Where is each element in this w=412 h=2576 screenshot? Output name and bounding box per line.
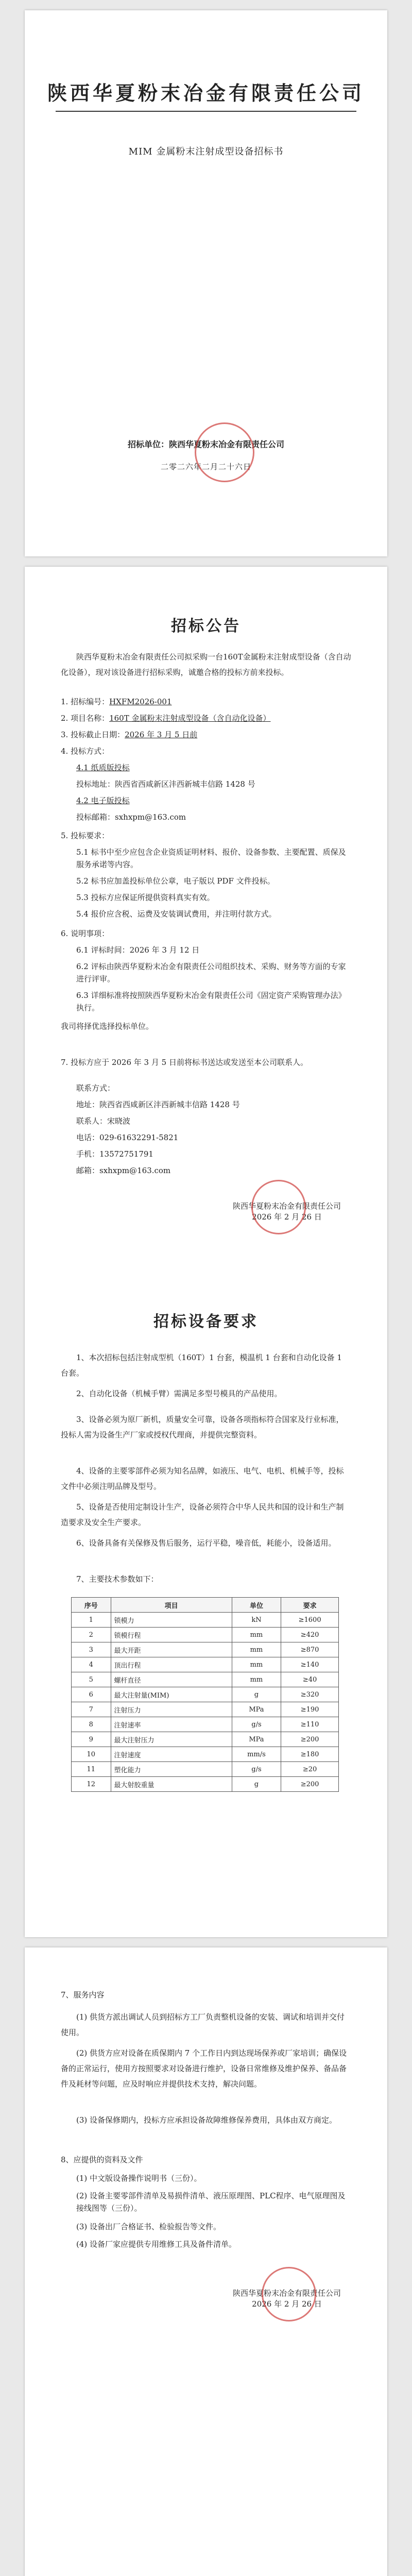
notice-page (25, 567, 387, 1937)
table-cell: ≥20 (281, 1762, 339, 1777)
contact-address: 地址：陕西省西咸新区沣西新城丰信路 1428 号 (76, 1100, 240, 1109)
requirement-item: 5.3 投标方应保证所提供资料真实有效。 (76, 893, 215, 902)
table-header-row (72, 1598, 339, 1613)
table-cell: MPa (232, 1702, 281, 1717)
requirement-para: 4、设备的主要零部件必须为知名品牌，如液压、电气、电机、机械手等，投标文件中必须注明品牌及型号。 (61, 1466, 344, 1491)
service-item: (1) 供货方派出调试人员到招标方工厂负责整机设备的安装、调试和培训并交付使用。 (61, 2012, 345, 2037)
note-item: 6.3 详细标准将按照陕西华夏粉末冶金有限责任公司《固定资产采购管理办法》执行。 (76, 991, 346, 1012)
signature-company: 陕西华夏粉末冶金有限责任公司 (232, 2289, 341, 2298)
table-cell: 注射压力 (111, 1702, 232, 1717)
document-item: (3) 设备出厂合格证书、检验报告等文件。 (76, 2222, 221, 2231)
table-cell: 注射速率 (111, 1717, 232, 1732)
notice-title: 招标公告 (171, 617, 241, 635)
contact-email: 邮箱：sxhxpm@163.com (76, 1166, 171, 1175)
table-cell: 锁模行程 (111, 1628, 232, 1642)
table-cell: 1 (72, 1613, 111, 1628)
table-cell: mm (232, 1628, 281, 1642)
document-item: (1) 中文版设备操作说明书（三份）。 (76, 2174, 202, 2183)
table-header: 单位 (232, 1598, 281, 1613)
notice-item-number: 1. 招标编号：HXFM2026-001 (61, 697, 172, 706)
table-cell: ≥190 (281, 1702, 339, 1717)
requirement-item: 5.4 报价应含税、运费及安装调试费用，并注明付款方式。 (76, 909, 277, 919)
company-seal-stamp (262, 2267, 316, 2321)
table-row (72, 1672, 339, 1687)
table-header: 序号 (72, 1598, 111, 1613)
contact-intro: 我司将择优选择投标单位。 (61, 1022, 154, 1031)
table-cell: ≥320 (281, 1687, 339, 1702)
requirement-para: 2、自动化设备（机械手臂）需满足多型号模具的产品使用。 (76, 1389, 282, 1398)
contact-person: 联系人：宋晓波 (76, 1116, 131, 1126)
table-row (72, 1613, 339, 1628)
table-row (72, 1642, 339, 1657)
table-cell: g (232, 1687, 281, 1702)
requirements-heading: 5. 投标要求： (61, 831, 110, 840)
table-cell: 最大注射量(MIM) (111, 1687, 232, 1702)
table-cell: 3 (72, 1642, 111, 1657)
table-header: 要求 (281, 1598, 339, 1613)
requirement-para: 6、设备具备有关保修及售后服务，运行平稳，噪音低，耗能小，设备适用。 (76, 1538, 336, 1548)
service-page (25, 1947, 387, 2576)
note-item: 6.1 评标时间：2026 年 3 月 12 日 (76, 945, 200, 955)
table-cell: ≥870 (281, 1642, 339, 1657)
method-electronic-email: 投标邮箱：sxhxpm@163.com (76, 812, 186, 822)
company-seal-stamp (251, 1180, 306, 1234)
cover-page (25, 10, 387, 556)
table-row (72, 1762, 339, 1777)
contact-mobile: 手机：13572751791 (76, 1149, 153, 1159)
service-item: (2) 供货方应对设备在质保期内 7 个工作日内到达现场保养或厂家培训；确保设备的正常运行，使用方按照要求对设备进行维护，设备日常维修及维护保养、备品备件及耗材等问题，应及时响应并提供技术支持，解决问题。 (61, 2048, 347, 2089)
method-paper-address: 投标地址：陕西省西咸新区沣西新城丰信路 1428 号 (76, 779, 255, 789)
notice-item-method: 4. 投标方式： (61, 747, 110, 756)
table-cell: ≥200 (281, 1732, 339, 1747)
table-row (72, 1687, 339, 1702)
title-divider (56, 111, 356, 112)
tender-unit: 招标单位：陕西华夏粉末冶金有限责任公司 (127, 439, 284, 449)
notice-item-project: 2. 项目名称：160T 金属粉末注射成型设备（含自动化设备） (61, 714, 271, 723)
table-cell: 最大开距 (111, 1642, 232, 1657)
company-name: 陕西华夏粉末冶金有限责任公司 (47, 81, 365, 105)
table-cell: ≥140 (281, 1657, 339, 1672)
table-cell: 2 (72, 1628, 111, 1642)
table-cell: 7 (72, 1702, 111, 1717)
table-cell: 8 (72, 1717, 111, 1732)
requirement-item: 5.2 标书应加盖投标单位公章，电子版以 PDF 文件投标。 (76, 876, 275, 886)
signature-date: 2026 年 2 月 26 日 (252, 2299, 322, 2309)
table-cell: 顶出行程 (111, 1657, 232, 1672)
table-row (72, 1732, 339, 1747)
requirement-para: 7、主要技术参数如下： (76, 1574, 159, 1584)
documents-heading: 8、应提供的资料及文件 (61, 2155, 143, 2164)
company-seal-stamp (195, 422, 254, 482)
notice-item-deadline: 3. 投标截止日期：2026 年 3 月 5 日前 (61, 730, 198, 739)
spec-table (71, 1597, 339, 1792)
table-cell: mm (232, 1657, 281, 1672)
table-cell: mm (232, 1642, 281, 1657)
table-cell: ≥110 (281, 1717, 339, 1732)
table-cell: 12 (72, 1777, 111, 1792)
note-item: 6.2 评标由陕西华夏粉末冶金有限责任公司组织技术、采购、财务等方面的专家进行评审。 (76, 962, 346, 984)
table-cell: 最大射胶重量 (111, 1777, 232, 1792)
table-cell: 塑化能力 (111, 1762, 232, 1777)
table-row (72, 1717, 339, 1732)
table-row (72, 1657, 339, 1672)
table-header: 项目 (111, 1598, 232, 1613)
method-electronic: 4.2 电子版投标 (76, 796, 130, 805)
table-cell: kN (232, 1613, 281, 1628)
cover-date: 二零二六年二月二十六日 (160, 462, 251, 471)
table-cell: 螺杆直径 (111, 1672, 232, 1687)
table-row (72, 1702, 339, 1717)
table-cell: g/s (232, 1762, 281, 1777)
method-paper: 4.1 纸质版投标 (76, 763, 130, 772)
notice-intro: 陕西华夏粉末冶金有限责任公司拟采购一台160T金属粉末注射成型设备（含自动化设备），现对该设备进行招标采购，诚邀合格的投标方前来投标。 (61, 652, 351, 677)
document-item: (4) 设备厂家应提供专用维修工具及备件清单。 (76, 2240, 237, 2249)
table-cell: 11 (72, 1762, 111, 1777)
requirement-item: 5.1 标书中至少应包含企业资质证明材料、报价、设备参数、主要配置、质保及服务承诺等内容。 (76, 848, 346, 869)
requirement-para: 5、设备是否使用定制设计生产，设备必须符合中华人民共和国的设计和生产制造要求及安全生产要求。 (61, 1502, 344, 1527)
requirement-para: 3、设备必须为原厂新机，质量安全可靠，设备各项指标符合国家及行业标准，投标人需为设备生产厂家或授权代理商，并提供完整资料。 (61, 1415, 344, 1439)
signature-company: 陕西华夏粉末冶金有限责任公司 (232, 1201, 341, 1211)
table-cell: ≥200 (281, 1777, 339, 1792)
table-cell: 6 (72, 1687, 111, 1702)
table-cell: 最大注射压力 (111, 1732, 232, 1747)
contact-title: 联系方式： (76, 1083, 115, 1093)
table-cell: ≥1600 (281, 1613, 339, 1628)
table-cell: ≥420 (281, 1628, 339, 1642)
table-cell: g (232, 1777, 281, 1792)
table-cell: 注射速度 (111, 1747, 232, 1762)
signature-date: 2026 年 2 月 26 日 (252, 1212, 322, 1222)
contact-phone: 电话：029-61632291-5821 (76, 1133, 179, 1142)
service-heading: 7、服务内容 (61, 1990, 105, 1999)
service-item: (3) 设备保修期内，投标方应承担设备故障维修保养费用，具体由双方商定。 (76, 2115, 337, 2125)
table-cell: 10 (72, 1747, 111, 1762)
table-row (72, 1777, 339, 1792)
table-cell: mm (232, 1672, 281, 1687)
requirements-title: 招标设备要求 (153, 1313, 259, 1331)
table-cell: g/s (232, 1717, 281, 1732)
table-row (72, 1747, 339, 1762)
table-cell: 9 (72, 1732, 111, 1747)
document-subtitle: MIM 金属粉末注射成型设备招标书 (128, 146, 284, 157)
table-cell: mm/s (232, 1747, 281, 1762)
table-cell: 锁模力 (111, 1613, 232, 1628)
table-cell: 5 (72, 1672, 111, 1687)
requirement-para: 1、本次招标包括注射成型机（160T）1 台套，模温机 1 台套和自动化设备 1 台套。 (61, 1353, 342, 1378)
table-cell: MPa (232, 1732, 281, 1747)
table-cell: ≥180 (281, 1747, 339, 1762)
table-cell: 4 (72, 1657, 111, 1672)
table-cell: ≥40 (281, 1672, 339, 1687)
deadline-line: 7. 投标方应于 2026 年 3 月 5 日前将标书送达或发送至本公司联系人。 (61, 1058, 308, 1067)
notes-heading: 6. 说明事项： (61, 929, 110, 938)
table-row (72, 1628, 339, 1642)
document-item: (2) 设备主要零部件清单及易损件清单、液压原理图、PLC程序、电气原理图及接线图等（三份）。 (76, 2191, 346, 2213)
